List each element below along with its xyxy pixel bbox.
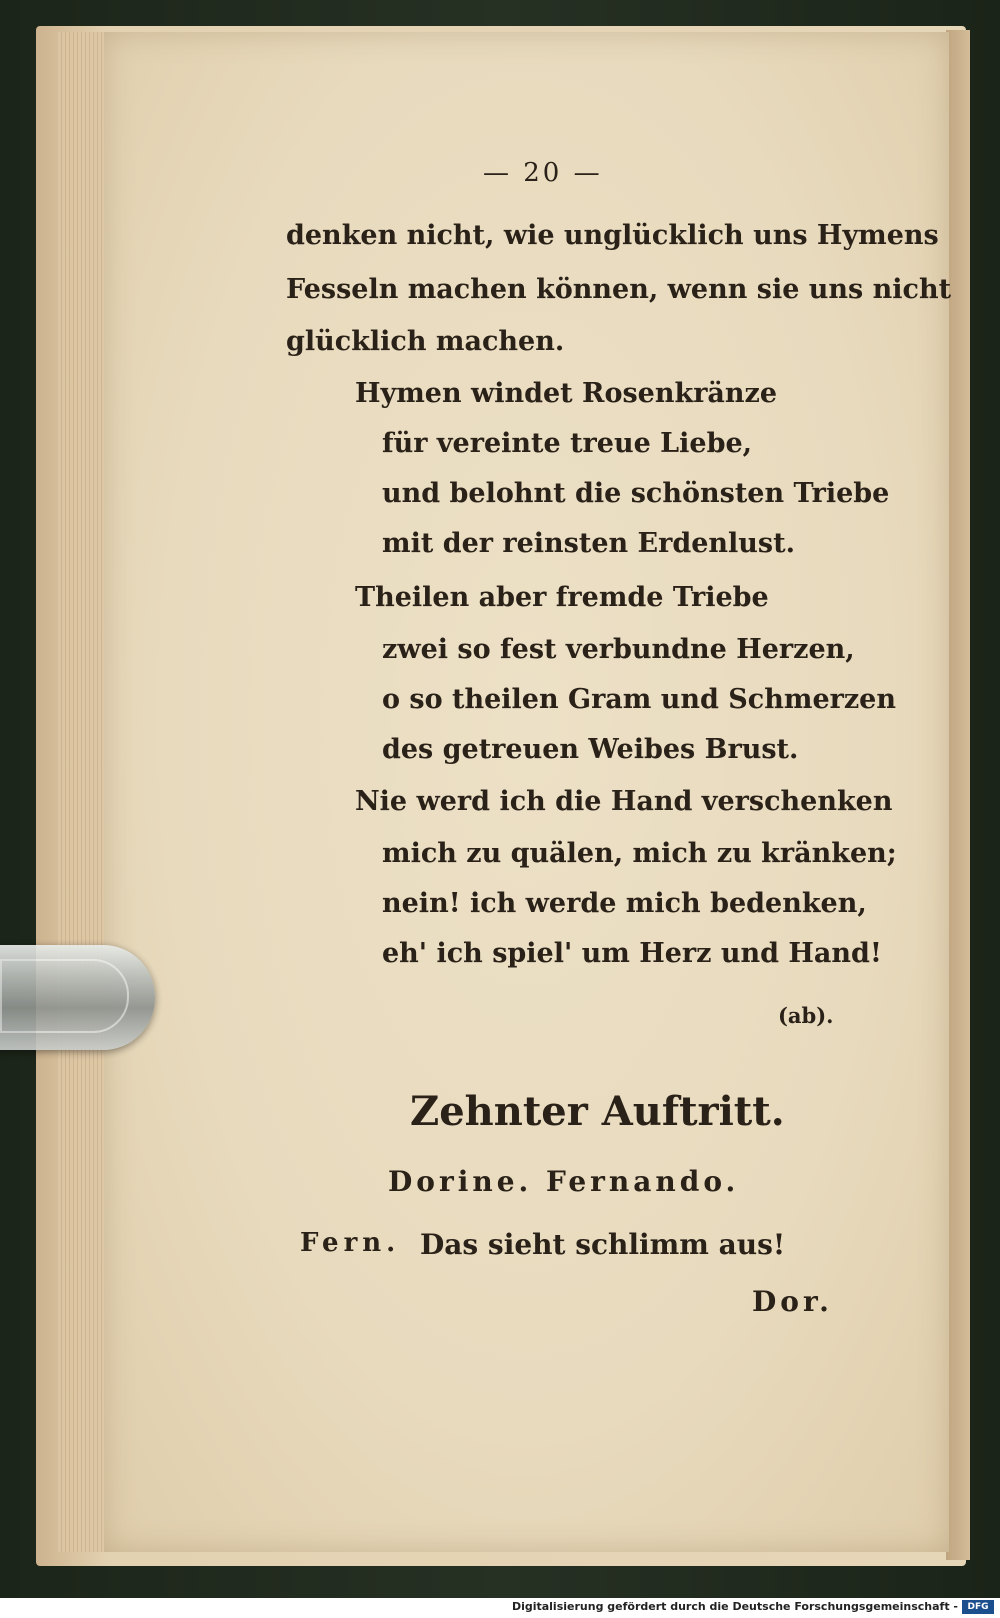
verse-line: mich zu quälen, mich zu kränken;	[382, 838, 897, 869]
verse-line: des getreuen Weibes Brust.	[382, 734, 799, 765]
verse-line: o so theilen Gram und Schmerzen	[382, 684, 896, 715]
verse-line: Theilen aber fremde Triebe	[355, 582, 769, 613]
page-edges	[58, 32, 108, 1552]
dialogue-line: Das sieht schlimm aus!	[420, 1228, 786, 1261]
page-number: — 20 —	[483, 158, 603, 188]
prose-line: glücklich machen.	[286, 326, 565, 357]
stage-direction: (ab).	[778, 1003, 834, 1028]
verse-line: nein! ich werde mich bedenken,	[382, 888, 867, 919]
verse-line: Nie werd ich die Hand verschenken	[355, 786, 893, 817]
opposite-leaf	[946, 30, 970, 1560]
character-list: Dorine. Fernando.	[388, 1165, 740, 1198]
verse-line: Hymen windet Rosenkränze	[355, 378, 778, 409]
prose-line: Fesseln machen können, wenn sie uns nicht	[286, 274, 952, 305]
page-clip	[0, 945, 155, 1050]
prose-line: denken nicht, wie unglücklich uns Hymens	[286, 220, 939, 251]
verse-line: zwei so fest verbundne Herzen,	[382, 634, 855, 665]
verse-line: und belohnt die schönsten Triebe	[382, 478, 890, 509]
clip-highlight	[0, 959, 129, 1033]
speaker-name: Fern.	[300, 1228, 401, 1258]
footer-credit: Digitalisierung gefördert durch die Deutsche Forschungsgemeinschaft -	[511, 1600, 958, 1613]
verse-line: eh' ich spiel' um Herz und Hand!	[382, 938, 882, 969]
dfg-logo: DFG	[962, 1600, 994, 1614]
verse-line: mit der reinsten Erdenlust.	[382, 528, 796, 559]
verse-line: für vereinte treue Liebe,	[382, 428, 753, 459]
catchword: Dor.	[752, 1285, 833, 1318]
scene-heading: Zehnter Auftritt.	[410, 1088, 785, 1135]
